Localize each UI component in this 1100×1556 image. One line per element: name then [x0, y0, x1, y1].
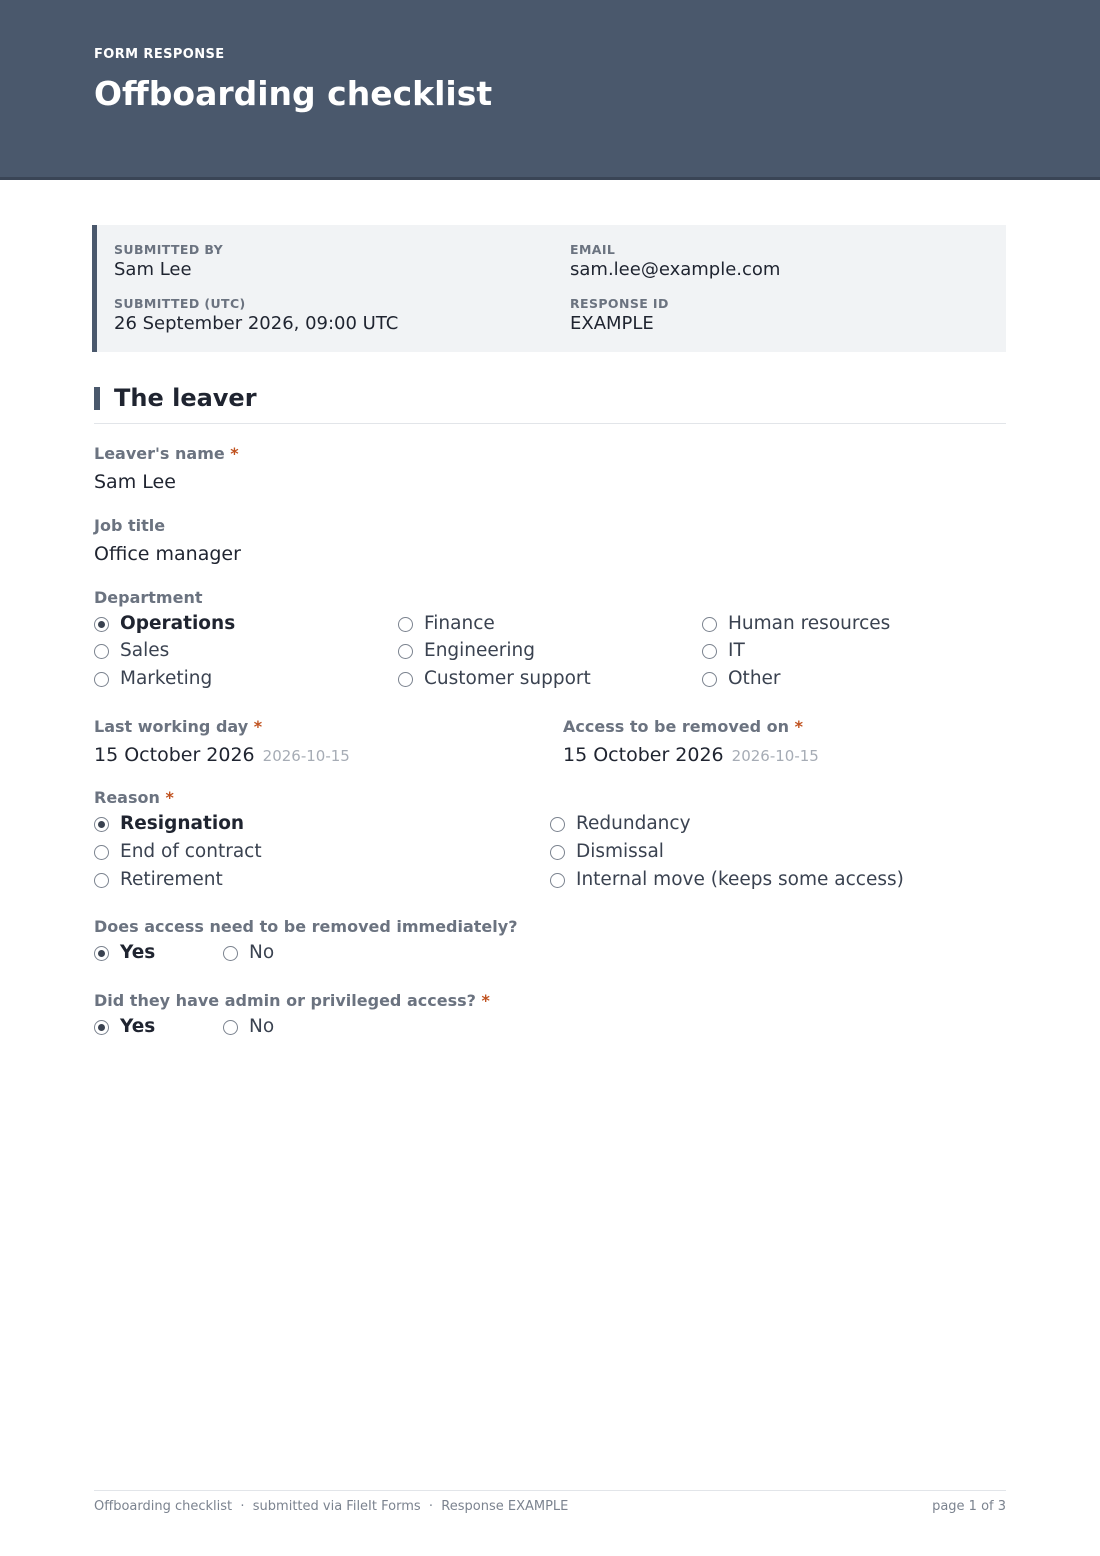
submitted-time-value: 26 September 2026, 09:00 UTC — [114, 313, 399, 334]
field-value: Sam Lee — [94, 471, 176, 493]
submission-meta — [92, 225, 1006, 352]
field-privileged-access — [94, 991, 490, 1011]
required-mark: * — [794, 717, 803, 736]
required-mark: * — [481, 991, 490, 1010]
field-value — [563, 743, 819, 768]
option-label: Operations — [120, 613, 236, 634]
section-accent-bar — [94, 387, 100, 410]
submitted-by-value: Sam Lee — [114, 259, 192, 280]
page-footer — [94, 1490, 1006, 1514]
radio-empty-icon — [550, 873, 565, 888]
field-label: Does access need to be removed immediately? — [94, 917, 518, 936]
label-text: Did they have admin or privileged access? — [94, 991, 476, 1010]
field-label — [563, 717, 819, 737]
radio-selected-icon — [94, 617, 109, 632]
date-text: 15 October 2026 — [563, 744, 724, 766]
radio-empty-icon — [223, 1020, 238, 1035]
response-id-value: EXAMPLE — [570, 313, 654, 334]
radio-selected-icon — [94, 817, 109, 832]
page-number: page 1 of 3 — [932, 1499, 1006, 1514]
option-label: Dismissal — [576, 841, 664, 862]
required-mark: * — [165, 788, 174, 807]
field-leaver-name — [94, 444, 239, 494]
field-label: Department — [94, 588, 203, 607]
response-id-label: RESPONSE ID — [570, 296, 669, 311]
required-mark: * — [230, 444, 239, 463]
radio-empty-icon — [702, 617, 717, 632]
field-job-title — [94, 516, 241, 566]
field-label: Job title — [94, 516, 166, 535]
field-label — [94, 991, 490, 1011]
radio-empty-icon — [94, 644, 109, 659]
field-last-working-day — [94, 717, 350, 768]
field-label — [94, 717, 350, 737]
field-remove-immediately — [94, 917, 517, 937]
radio-empty-icon — [94, 672, 109, 687]
field-access-removed-on — [563, 717, 819, 768]
option-label: Internal move (keeps some access) — [576, 869, 904, 890]
radio-empty-icon — [398, 644, 413, 659]
field-label — [94, 444, 239, 464]
section-the-leaver — [94, 383, 1006, 424]
field-value — [94, 743, 350, 768]
form-header — [0, 0, 1100, 180]
radio-empty-icon — [398, 672, 413, 687]
label-text: Last working day — [94, 717, 249, 736]
option-label: End of contract — [120, 841, 262, 862]
radio-empty-icon — [702, 672, 717, 687]
required-mark: * — [253, 717, 263, 736]
option-label: Resignation — [120, 813, 245, 834]
option-label: Customer support — [424, 668, 591, 689]
label-text: Leaver's name — [94, 444, 225, 463]
option-label: No — [249, 942, 275, 963]
field-value: Office manager — [94, 543, 241, 565]
option-label: Other — [728, 668, 781, 689]
date-text: 15 October 2026 — [94, 744, 255, 766]
option-label: Redundancy — [576, 813, 691, 834]
option-label: Marketing — [120, 668, 213, 689]
field-label — [94, 788, 174, 808]
option-label: Retirement — [120, 869, 223, 890]
email — [570, 242, 780, 281]
radio-selected-icon — [94, 1020, 109, 1035]
date-iso: 2026-10-15 — [262, 747, 350, 765]
radio-empty-icon — [550, 845, 565, 860]
form-title: Offboarding checklist — [94, 74, 493, 113]
label-text: Access to be removed on — [563, 717, 789, 736]
submitted-time-label: SUBMITTED (UTC) — [114, 296, 246, 311]
submitted-by — [114, 242, 223, 281]
form-kicker: FORM RESPONSE — [94, 47, 225, 62]
footer-info: Offboarding checklist · submitted via FileIt Forms · Response EXAMPLE — [94, 1499, 569, 1514]
option-label: Yes — [120, 1016, 156, 1037]
response-id — [570, 296, 669, 335]
option-label: Sales — [120, 640, 170, 661]
radio-empty-icon — [702, 644, 717, 659]
field-department — [94, 588, 202, 608]
section-title: The leaver — [114, 384, 257, 412]
submitted-time — [114, 296, 398, 335]
radio-empty-icon — [223, 946, 238, 961]
email-value: sam.lee@example.com — [570, 259, 781, 280]
label-text: Reason — [94, 788, 160, 807]
option-label: Engineering — [424, 640, 535, 661]
radio-empty-icon — [94, 845, 109, 860]
option-label: No — [249, 1016, 275, 1037]
field-reason — [94, 788, 174, 808]
radio-empty-icon — [550, 817, 565, 832]
radio-selected-icon — [94, 946, 109, 961]
option-label: Human resources — [728, 613, 891, 634]
submitted-by-label: SUBMITTED BY — [114, 242, 224, 257]
radio-empty-icon — [398, 617, 413, 632]
option-label: IT — [728, 640, 745, 661]
email-label: EMAIL — [570, 242, 616, 257]
radio-empty-icon — [94, 873, 109, 888]
option-label: Finance — [424, 613, 495, 634]
date-iso: 2026-10-15 — [731, 747, 819, 765]
option-label: Yes — [120, 942, 156, 963]
